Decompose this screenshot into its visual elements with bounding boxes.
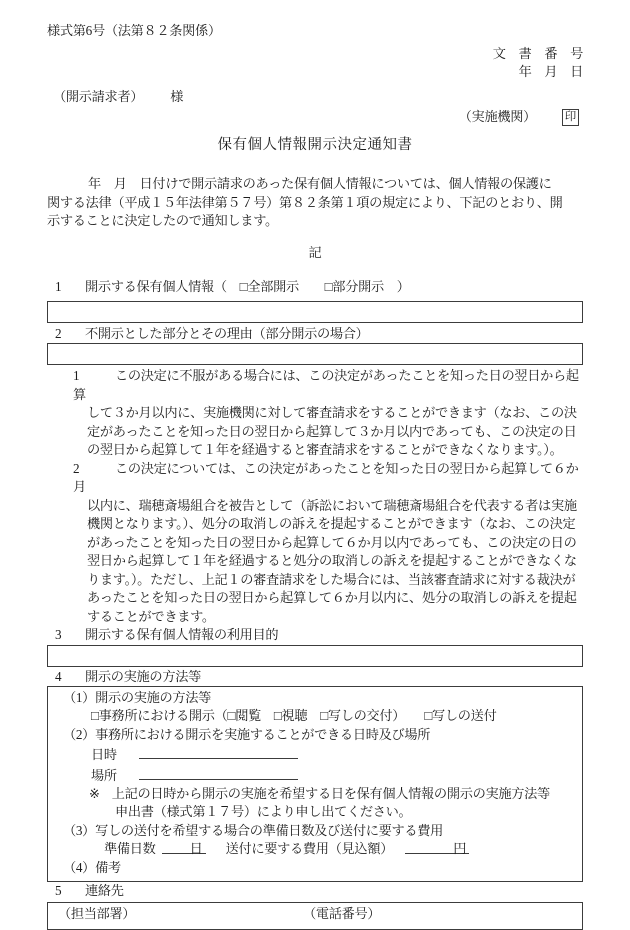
- doc-number-label: 文 書 番 号: [492, 45, 583, 61]
- prep-days-label: 準備日数: [104, 841, 156, 857]
- method-checkboxes[interactable]: □事務所における開示（□閲覧 □視聴 □写しの交付） □写しの送付: [91, 708, 497, 724]
- recipient-line: [53, 88, 583, 107]
- section-3-input-box[interactable]: [47, 645, 583, 667]
- section-2-number: 2: [55, 325, 62, 341]
- asterisk-note-text: 上記の日時から開示の実施を希望する日を保有個人情報の開示の実施方法等: [111, 786, 550, 802]
- asterisk-mark: ※: [89, 786, 100, 802]
- intro-paragraph: [47, 175, 583, 231]
- section-4-box: [47, 686, 583, 882]
- intro-line: 示することに決定したので通知します。: [47, 213, 278, 228]
- method-item-4-label: （4）備考: [63, 859, 121, 875]
- section-3-number: 3: [55, 627, 62, 642]
- datetime-blank[interactable]: [139, 744, 298, 759]
- method-item-2-label: （2）事務所における開示を実施することができる日時及び場所: [63, 726, 431, 742]
- section-4-title: 開示の実施の方法等: [85, 668, 201, 684]
- note-2-text: この決定については、この決定があったことを知った日の翌日から起算して６か月: [73, 460, 579, 494]
- note-2-line: [73, 460, 583, 497]
- section-1-title: 開示する保有個人情報: [85, 279, 214, 294]
- place-row: [91, 765, 572, 785]
- page-title: 保有個人情報開示決定通知書: [217, 136, 413, 153]
- prep-days-blank[interactable]: 日: [162, 840, 206, 854]
- section-5-heading: [55, 882, 583, 901]
- note-2-line: ります。）。ただし、上記１の審査請求をした場合には、当該審査請求に対する裁決が: [87, 571, 576, 587]
- section-1-number: 1: [55, 279, 62, 294]
- note-1-line: [73, 367, 583, 404]
- contact-dept-label: （担当部署）: [58, 905, 136, 921]
- section-2-input-box[interactable]: [47, 343, 583, 365]
- fee-blank[interactable]: 円: [405, 840, 469, 854]
- note-2-line: あったことを知った日の翌日から起算して６か月以内に、処分の取消しの訴えを提起: [87, 590, 577, 605]
- note-1-text: この決定に不服がある場合には、この決定があったことを知った日の翌日から起算: [73, 368, 579, 402]
- fee-label: 送付に要する費用（見込額）: [225, 841, 394, 857]
- date-label: 年 月 日: [518, 64, 583, 79]
- contact-phone-label: （電話番号）: [303, 905, 381, 921]
- intro-line: 年 月 日付けで開示請求のあった保有個人情報については、個人情報の保護に: [88, 176, 552, 191]
- section-4-heading: [55, 668, 583, 687]
- note-2-line: することができます。: [87, 608, 215, 624]
- method-item-1-label: （1）開示の実施の方法等: [63, 690, 212, 705]
- recipient-honorific: 様: [170, 88, 184, 104]
- section-3-title: 開示する保有個人情報の利用目的: [85, 627, 279, 642]
- prep-days-row: [104, 840, 572, 858]
- section-3-heading: [55, 626, 583, 645]
- intro-line: 関する法律（平成１５年法律第５７号）第８２条第１項の規定により、下記のとおり、開: [47, 194, 563, 210]
- asterisk-note-line: 申出書（様式第１７号）により申し出てください。: [115, 804, 412, 820]
- agency-line: [47, 108, 583, 127]
- appeal-notes: [47, 367, 583, 626]
- section-2-title: 不開示とした部分とその理由（部分開示の場合）: [85, 325, 369, 341]
- asterisk-note-line: [89, 785, 572, 803]
- place-blank[interactable]: [139, 765, 298, 780]
- ki-label: 記: [308, 244, 322, 260]
- method-item-3-label: （3）写しの送付を希望する場合の準備日数及び送付に要する費用: [63, 822, 444, 838]
- agency-label: （実施機関）: [458, 109, 536, 124]
- note-1-line: 定があったことを知った日の翌日から起算して３か月以内であっても、この決定の日: [87, 423, 577, 439]
- seal-stamp-icon: 印: [562, 109, 579, 126]
- note-2-line: 翌日から起算して１年を経過すると処分の取消しの訴えを提起することができなくな: [87, 553, 577, 568]
- datetime-row: [91, 744, 572, 764]
- note-2-line: 以内に、瑞穂斎場組合を被告として（訴訟において瑞穂斎場組合を代表する者は実施: [87, 497, 577, 513]
- recipient-label: （開示請求者）: [53, 88, 144, 104]
- section-4-number: 4: [55, 668, 62, 684]
- note-2-line: 機関となります。）、処分の取消しの訴えを提起することができます（なお、この決定: [87, 516, 576, 531]
- note-1-line: の翌日から起算して１年を経過すると審査請求をすることができなくなります。）。: [87, 442, 563, 457]
- note-1-line: して３か月以内に、実施機関に対して審査請求をすることができます（なお、この決: [87, 405, 577, 420]
- section-1-heading: [55, 278, 583, 297]
- section-5-title: 連絡先: [85, 883, 124, 899]
- disclosure-type-checkboxes[interactable]: （ □全部開示 □部分開示 ）: [213, 279, 410, 294]
- section-2-heading: [55, 325, 583, 344]
- note-1-number: 1: [73, 368, 80, 383]
- datetime-label: 日時: [91, 747, 117, 763]
- place-label: 場所: [91, 767, 117, 783]
- section-1-input-box[interactable]: [47, 301, 583, 323]
- note-2-number: 2: [73, 460, 80, 476]
- contact-box: [47, 902, 583, 930]
- note-2-line: があったことを知った日の翌日から起算して６か月以内であっても、この決定の日の: [87, 534, 577, 550]
- section-5-number: 5: [55, 883, 62, 899]
- form-number: 様式第6号（法第８２条関係）: [47, 23, 221, 38]
